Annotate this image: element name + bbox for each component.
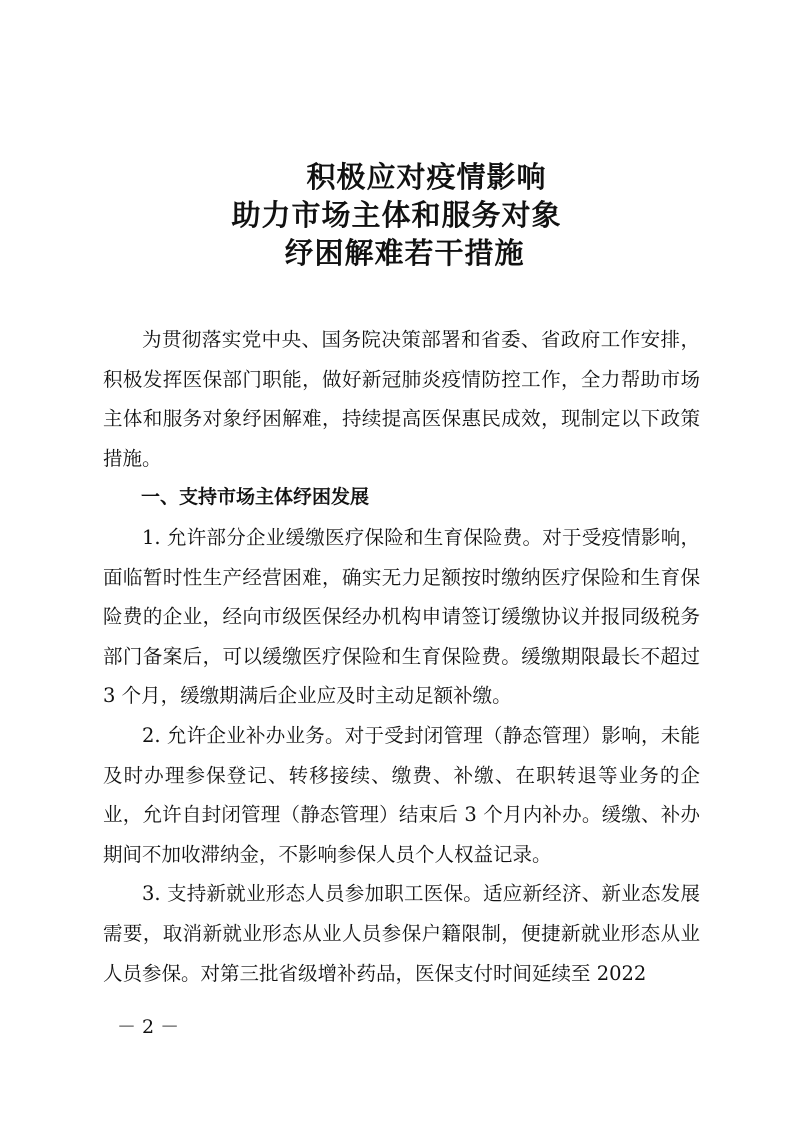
item-paragraph-2: 2. 允许企业补办业务。对于受封闭管理（静态管理）影响，未能及时办理参保登记、转移接续、缴费、补缴、在职转退等业务的企业，允许自封闭管理（静态管理）结束后 3 个月内补办。缓缴、补办期间不加收滞纳金，不影响参保人员个人权益记录。 [103,723,700,866]
intro-paragraph: 为贯彻落实党中央、国务院决策部署和省委、省政府工作安排，积极发挥医保部门职能，做好新冠肺炎疫情防控工作，全力帮助市场主体和服务对象纾困解难，持续提高医保惠民成效，现制定以下政策措施。 [103,328,700,470]
item-paragraph-1: 1. 允许部分企业缓缴医疗保险和生育保险费。对于受疫情影响，面临暂时性生产经营困难，确实无力足额按时缴纳医疗保险和生育保险费的企业，经向市级医保经办机构申请签订缓缴协议并报同级税务部门备案后，可以缓缴医疗保险和生育保险费。缓缴期限最长不超过 3 个月，缓缴期满后企业应及时主动足额补缴。 [103,525,700,708]
document-title [0,158,793,272]
title-line-3: 纾困解难若干措施 [284,236,525,270]
item-paragraph-3: 3. 支持新就业形态人员参加职工医保。适应新经济、新业态发展需要，取消新就业形态从业人员参保户籍限制，便捷新就业形态从业人员参保。对第三批省级增补药品，医保支付时间延续至 2022 [103,882,700,985]
section-heading: 一、支持市场主体纾困发展 [141,486,370,509]
title-line-1: 积极应对疫情影响 [306,160,547,194]
document-body [103,320,700,993]
title-line-2: 助力市场主体和服务对象 [231,198,562,232]
page-number: － 2 － [117,1016,180,1038]
